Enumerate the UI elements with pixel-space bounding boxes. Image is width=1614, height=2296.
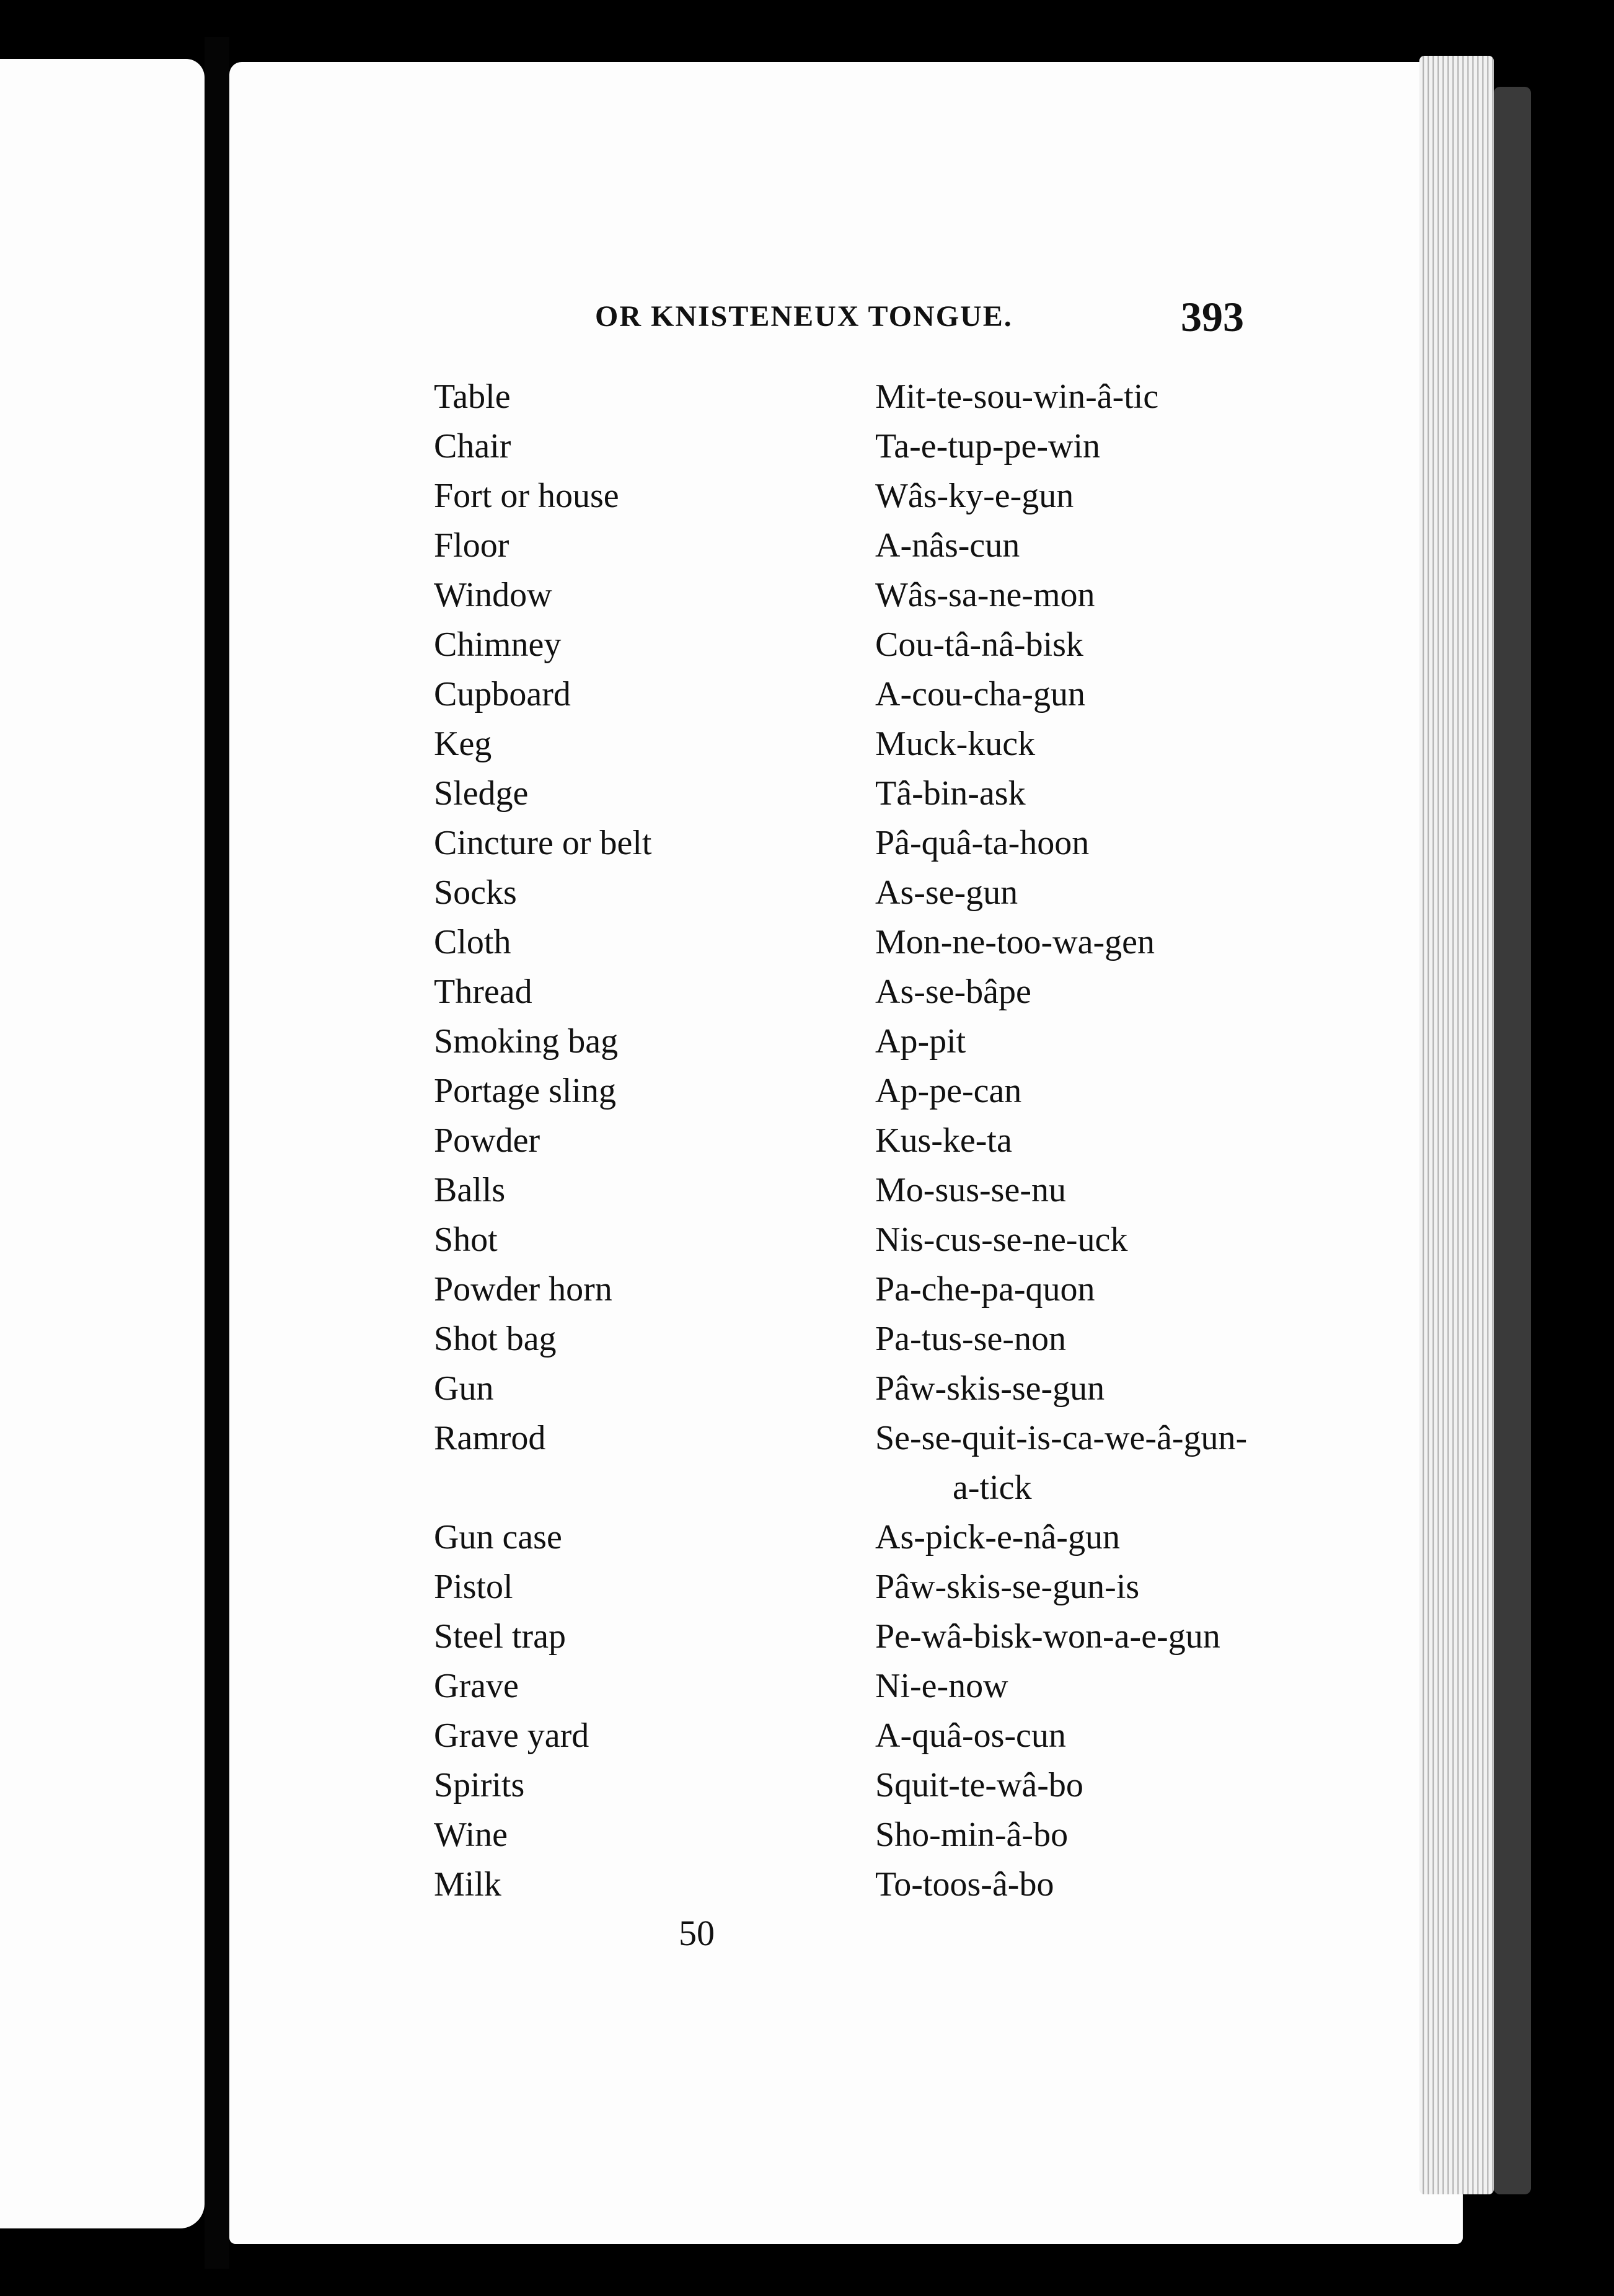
cree-term-text: Wâs-ky-e-gun [875,477,1074,515]
cree-term [875,1413,1247,1512]
cree-term-text: Pâw-skis-se-gun-is [875,1568,1140,1606]
vocab-row [434,1413,1302,1512]
cree-term-text: Wâs-sa-ne-mon [875,576,1095,614]
english-term: Cloth [434,923,511,961]
cree-term [875,521,1020,570]
english-term: Chair [434,427,511,466]
english-term: Grave [434,1667,519,1705]
vocab-row [434,1165,1302,1215]
cree-term [875,1562,1139,1612]
english-term: Milk [434,1865,501,1904]
cree-term [875,1860,1054,1909]
english-term: Table [434,378,511,416]
cree-term [875,1711,1066,1760]
cree-term [875,917,1155,967]
cree-term-text: Mo-sus-se-nu [875,1171,1066,1209]
cree-term [875,1512,1120,1562]
vocab-row [434,1265,1302,1314]
cree-term [875,1165,1066,1215]
vocab-row [434,868,1302,917]
cree-term-text: Nis-cus-se-ne-uck [875,1221,1128,1259]
cree-term-text: Ni-e-now [875,1667,1008,1705]
vocab-row [434,570,1302,620]
vocab-row [434,1661,1302,1711]
cree-term-text: As-se-gun [875,873,1018,912]
cree-term-text: To-toos-â-bo [875,1865,1054,1904]
vocab-row [434,1760,1302,1810]
english-term: Keg [434,725,492,763]
cree-term [875,1265,1095,1314]
cree-term [875,1017,966,1066]
vocab-row [434,669,1302,719]
cree-term [875,570,1095,620]
english-term: Cupboard [434,675,571,713]
english-term: Grave yard [434,1716,589,1755]
english-term: Portage sling [434,1072,616,1110]
english-term: Powder horn [434,1270,612,1309]
english-term: Floor [434,526,509,565]
english-term: Fort or house [434,477,619,515]
cree-term-text: Muck-kuck [875,725,1036,763]
cree-term-text: A-cou-cha-gun [875,675,1085,713]
cree-term-text: Cou-tâ-nâ-bisk [875,625,1083,664]
facing-page-edge [0,59,205,2228]
cree-term [875,1661,1008,1711]
cree-term-text: Mon-ne-too-wa-gen [875,923,1155,961]
english-term: Wine [434,1816,508,1854]
english-term: Steel trap [434,1617,567,1656]
cree-term [875,769,1026,818]
vocab-row [434,719,1302,769]
english-term: Shot bag [434,1320,557,1358]
vocab-row [434,818,1302,868]
english-term: Window [434,576,552,614]
english-term: Gun [434,1369,494,1408]
cree-term-text: As-pick-e-nâ-gun [875,1518,1120,1556]
cree-term-continuation: a-tick [953,1468,1032,1507]
cree-term-text: Pâ-quâ-ta-hoon [875,824,1090,862]
book-gutter [205,37,229,2269]
vocab-row [434,521,1302,570]
cree-term [875,669,1085,719]
cree-term-text: Squit-te-wâ-bo [875,1766,1083,1804]
cree-term [875,1314,1066,1364]
vocab-row [434,1512,1302,1562]
cree-term [875,1364,1105,1413]
cree-term-text: Sho-min-â-bo [875,1816,1069,1854]
running-title: OR KNISTENEUX TONGUE. [595,300,1013,333]
vocab-row [434,967,1302,1017]
cree-term [875,818,1089,868]
english-term: Balls [434,1171,506,1209]
vocab-row [434,471,1302,521]
cree-term [875,1810,1068,1860]
english-term: Pistol [434,1568,513,1606]
cree-term-text: Pa-tus-se-non [875,1320,1066,1358]
vocab-row [434,372,1302,422]
english-term: Sledge [434,774,529,813]
vocab-row [434,917,1302,967]
english-term: Smoking bag [434,1022,619,1061]
cree-term-text: Ta-e-tup-pe-win [875,427,1101,466]
cree-term-text: Pâw-skis-se-gun [875,1369,1105,1408]
english-term: Chimney [434,625,562,664]
cree-term-text: Ap-pit [875,1022,966,1061]
cree-term-text: Tâ-bin-ask [875,774,1026,813]
vocab-row [434,620,1302,669]
vocabulary-list [434,372,1302,1909]
page-number: 393 [1181,293,1244,340]
cree-term [875,620,1083,669]
cree-term-text: Kus-ke-ta [875,1121,1012,1160]
page-edges [1419,56,1494,2194]
cree-term-text: A-quâ-os-cun [875,1716,1066,1755]
cree-term [875,372,1158,422]
signature-mark: 50 [679,1913,715,1953]
cree-term-text: Mit-te-sou-win-â-tic [875,378,1159,416]
vocab-row [434,1017,1302,1066]
english-term: Cincture or belt [434,824,652,862]
english-term: Powder [434,1121,540,1160]
cree-term-text: Se-se-quit-is-ca-we-â-gun- [875,1419,1248,1457]
vocab-row [434,1116,1302,1165]
cree-term-text: Pe-wâ-bisk-won-a-e-gun [875,1617,1220,1656]
cree-term [875,1116,1012,1165]
cree-term [875,719,1035,769]
cree-term-text: Pa-che-pa-quon [875,1270,1095,1309]
english-term: Gun case [434,1518,562,1556]
vocab-row [434,1562,1302,1612]
cree-term [875,868,1018,917]
english-term: Thread [434,973,532,1011]
vocab-row [434,1066,1302,1116]
english-term: Shot [434,1221,498,1259]
vocab-row [434,1215,1302,1265]
english-term: Socks [434,873,517,912]
vocab-row [434,1711,1302,1760]
vocab-row [434,769,1302,818]
english-term: Spirits [434,1766,525,1804]
vocab-row [434,1314,1302,1364]
cree-term [875,471,1074,521]
vocab-row [434,1612,1302,1661]
cover-edge [1494,87,1531,2194]
vocab-row [434,422,1302,471]
cree-term [875,1760,1083,1810]
cree-term [875,1066,1021,1116]
cree-term-text: Ap-pe-can [875,1072,1022,1110]
vocab-row [434,1364,1302,1413]
cree-term [875,1215,1127,1265]
cree-term-text: A-nâs-cun [875,526,1020,565]
cree-term [875,967,1031,1017]
cree-term-text: As-se-bâpe [875,973,1031,1011]
vocab-row [434,1810,1302,1860]
cree-term [875,422,1100,471]
vocab-row [434,1860,1302,1909]
english-term: Ramrod [434,1419,546,1457]
cree-term [875,1612,1220,1661]
